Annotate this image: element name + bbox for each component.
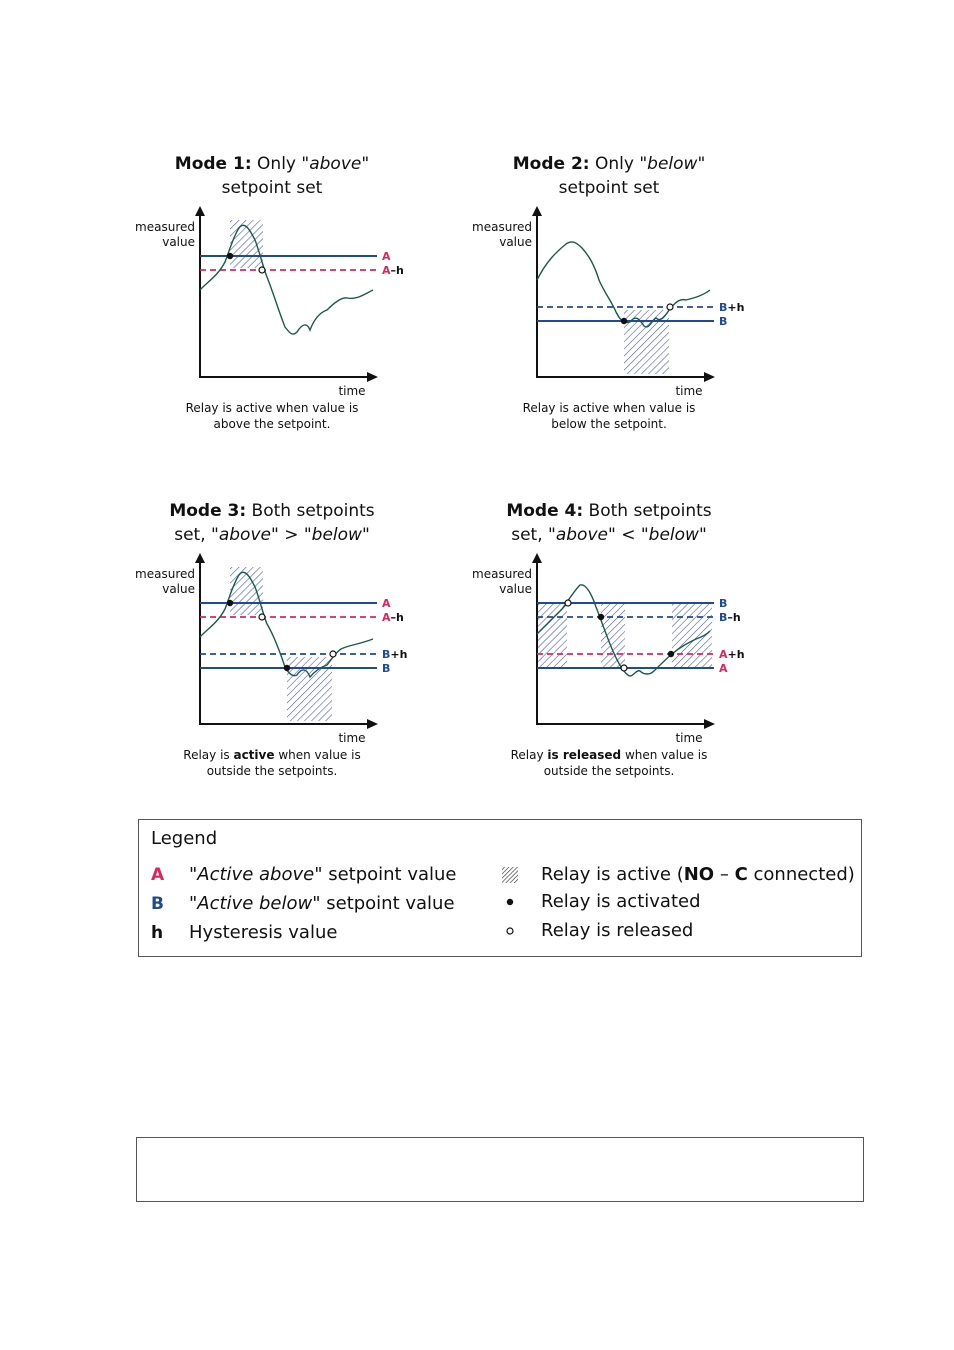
label-b: B	[719, 315, 728, 328]
relay-activated-dot	[621, 318, 627, 324]
hollow-dot-icon	[501, 922, 519, 940]
relay-released-dot-2	[621, 665, 627, 671]
label-b-minus-h: B–h	[719, 611, 741, 624]
label-a: A	[382, 250, 391, 263]
relay-activated-dot	[227, 253, 233, 259]
active-hatch-region-2	[601, 603, 625, 668]
x-axis-arrow	[367, 372, 378, 382]
label-b-plus-h: B+h	[382, 648, 408, 661]
label-a: A	[382, 597, 391, 610]
relay-released-dot	[259, 267, 265, 273]
mode-3-panel	[137, 499, 477, 799]
mode-3-caption: Relay is active when value is outside the setpoints.	[183, 748, 361, 778]
relay-activated-dot-2	[668, 651, 674, 657]
measured-curve	[537, 242, 710, 327]
mode-4-title: Mode 4: Both setpoints set, "above" < "below"	[506, 501, 712, 545]
mode-1-title: Mode 1: Only "above" setpoint set	[174, 154, 370, 198]
x-axis-label: time	[338, 731, 366, 745]
mode-4-caption: Relay is released when value is outside the setpoints.	[510, 748, 708, 778]
y-axis-label-2: value	[162, 235, 195, 249]
active-hatch-region-below	[287, 657, 332, 721]
label-a: A	[719, 662, 728, 675]
y-axis-label-2: value	[162, 582, 195, 596]
y-axis-arrow	[195, 553, 205, 563]
mode-4-panel	[474, 499, 814, 799]
y-axis-arrow	[532, 553, 542, 563]
legend-box	[138, 819, 862, 957]
x-axis-label: time	[675, 384, 703, 398]
legend-key-b: B	[151, 894, 164, 914]
relay-activated-dot-1	[598, 614, 604, 620]
relay-released-dot-1	[565, 600, 571, 606]
x-axis-arrow	[704, 372, 715, 382]
legend-title: Legend	[151, 828, 218, 849]
active-hatch-region-1	[537, 603, 567, 668]
mode-2-title: Mode 2: Only "below" setpoint set	[512, 154, 706, 198]
y-axis-label-1: measured	[472, 567, 532, 581]
label-b: B	[382, 662, 391, 675]
active-hatch-region-3	[672, 603, 712, 668]
label-a-minus-h: A–h	[382, 611, 404, 624]
y-axis-label-1: measured	[472, 220, 532, 234]
legend-key-h: h	[151, 923, 164, 943]
legend-text-activated: Relay is activated	[541, 891, 701, 912]
label-b: B	[719, 597, 728, 610]
y-axis-label-2: value	[499, 582, 532, 596]
x-axis-arrow	[367, 719, 378, 729]
active-hatch-region	[624, 310, 669, 374]
y-axis-label-2: value	[499, 235, 532, 249]
relay-activated-dot-1	[227, 600, 233, 606]
y-axis-arrow	[532, 206, 542, 216]
filled-dot-icon	[501, 893, 519, 911]
legend-text-hatch: Relay is active (NO – C connected)	[541, 864, 855, 885]
mode-2-panel	[474, 152, 814, 452]
relay-activated-dot-2	[284, 665, 290, 671]
x-axis-label: time	[338, 384, 366, 398]
measured-curve	[200, 572, 373, 677]
measured-curve	[200, 225, 373, 334]
legend-text-b: "Active below" setpoint value	[189, 893, 455, 914]
label-a-minus-h: A–h	[382, 264, 404, 277]
x-axis-label: time	[675, 731, 703, 745]
mode-1-caption: Relay is active when value is above the setpoint.	[185, 401, 359, 431]
x-axis-arrow	[704, 719, 715, 729]
label-b-plus-h: B+h	[719, 301, 745, 314]
relay-released-dot-2	[330, 651, 336, 657]
label-a-plus-h: A+h	[719, 648, 745, 661]
legend-text-h: Hysteresis value	[189, 922, 338, 943]
y-axis-arrow	[195, 206, 205, 216]
y-axis-label-1: measured	[135, 567, 195, 581]
relay-released-dot-1	[259, 614, 265, 620]
mode-2-caption: Relay is active when value is below the setpoint.	[522, 401, 696, 431]
mode-3-title: Mode 3: Both setpoints set, "above" > "below"	[169, 501, 375, 545]
legend-key-a: A	[151, 865, 165, 885]
legend-text-a: "Active above" setpoint value	[189, 864, 457, 885]
empty-note-box	[136, 1137, 864, 1202]
relay-released-dot	[667, 304, 673, 310]
legend-text-released: Relay is released	[541, 920, 694, 941]
y-axis-label-1: measured	[135, 220, 195, 234]
hatch-icon	[501, 866, 519, 884]
mode-1-panel	[137, 152, 477, 452]
